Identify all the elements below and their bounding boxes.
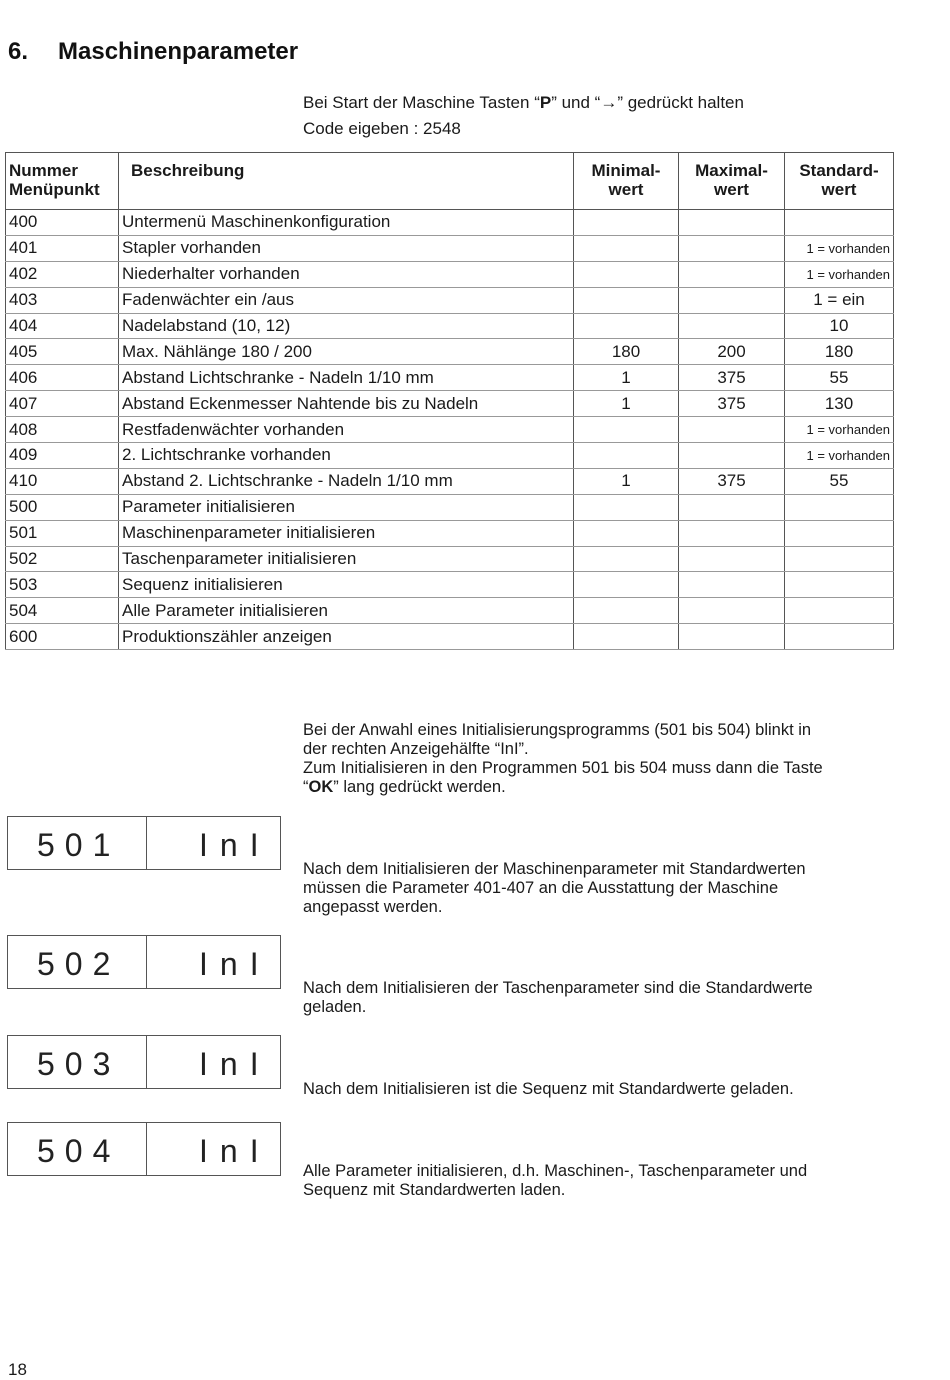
cell-min: [574, 210, 679, 236]
cell-default: 55: [785, 468, 894, 494]
cell-description: Maschinenparameter initialisieren: [119, 520, 574, 546]
cell-min: [574, 235, 679, 261]
display-menu-number: 502: [8, 936, 147, 988]
display-502: [7, 935, 281, 989]
intro-line-1-pre: Bei Start der Maschine Tasten “: [303, 93, 540, 112]
cell-min: 1: [574, 365, 679, 391]
section-heading: [8, 38, 298, 66]
cell-number: 402: [6, 261, 119, 287]
cell-number: 404: [6, 313, 119, 339]
header-max: [679, 153, 785, 210]
init-note: [303, 721, 823, 797]
note-504: [303, 1162, 807, 1200]
note-501: [303, 860, 806, 917]
cell-max: [679, 313, 785, 339]
cell-description: Nadelabstand (10, 12): [119, 313, 574, 339]
intro-line-1: [303, 90, 744, 116]
cell-min: 180: [574, 339, 679, 365]
intro-text: [303, 90, 744, 142]
note-line: Alle Parameter initialisieren, d.h. Maschinen-, Taschenparameter und: [303, 1162, 808, 1180]
table-row: [6, 417, 894, 443]
cell-description: Taschenparameter initialisieren: [119, 546, 574, 572]
table-row: [6, 261, 894, 287]
note-line: Nach dem Initialisieren der Taschenparameter sind die Standardwerte: [303, 979, 813, 997]
cell-number: 408: [6, 417, 119, 443]
note-line: geladen.: [303, 998, 367, 1016]
cell-description: Fadenwächter ein /aus: [119, 287, 574, 313]
cell-max: [679, 417, 785, 443]
intro-line-2: Code eigeben : 2548: [303, 119, 461, 138]
cell-default: 1 = ein: [785, 287, 894, 313]
table-row: [6, 572, 894, 598]
init-note-line4: [303, 778, 823, 797]
cell-max: [679, 520, 785, 546]
cell-number: 502: [6, 546, 119, 572]
cell-number: 401: [6, 235, 119, 261]
cell-number: 504: [6, 598, 119, 624]
cell-max: 375: [679, 468, 785, 494]
display-menu-number: 503: [8, 1036, 147, 1088]
section-title: Maschinenparameter: [58, 38, 299, 65]
cell-min: [574, 494, 679, 520]
cell-default: 1 = vorhanden: [785, 443, 894, 469]
cell-default: [785, 494, 894, 520]
cell-number: 600: [6, 624, 119, 650]
section-number: 6.: [8, 38, 29, 65]
cell-min: [574, 546, 679, 572]
cell-number: 406: [6, 365, 119, 391]
cell-max: [679, 210, 785, 236]
cell-number: 410: [6, 468, 119, 494]
cell-description: Restfadenwächter vorhanden: [119, 417, 574, 443]
cell-default: 1 = vorhanden: [785, 261, 894, 287]
cell-max: [679, 572, 785, 598]
header-number-line2: Menüpunkt: [9, 180, 100, 199]
cell-max: [679, 287, 785, 313]
cell-max: 375: [679, 391, 785, 417]
table-row: [6, 624, 894, 650]
header-default: [785, 153, 894, 210]
cell-default: 130: [785, 391, 894, 417]
table-row: [6, 468, 894, 494]
note-503: [303, 1080, 794, 1099]
display-status: InI: [199, 1133, 271, 1169]
cell-number: 400: [6, 210, 119, 236]
cell-description: Abstand Lichtschranke - Nadeln 1/10 mm: [119, 365, 574, 391]
cell-description: Sequenz initialisieren: [119, 572, 574, 598]
cell-min: 1: [574, 468, 679, 494]
key-p: P: [539, 93, 552, 112]
cell-description: Alle Parameter initialisieren: [119, 598, 574, 624]
cell-min: [574, 520, 679, 546]
table-row: [6, 339, 894, 365]
note-line: müssen die Parameter 401-407 an die Ausstattung der Maschine: [303, 879, 779, 897]
cell-description: Untermenü Maschinenkonfiguration: [119, 210, 574, 236]
init-note-line1: Bei der Anwahl eines Initialisierungsprogramms (501 bis 504) blinkt in: [303, 721, 812, 739]
cell-max: [679, 235, 785, 261]
cell-min: [574, 261, 679, 287]
note-line: angepasst werden.: [303, 898, 443, 916]
init-note-line4-pre: “: [303, 778, 309, 796]
table-row: [6, 235, 894, 261]
cell-max: [679, 598, 785, 624]
cell-default: [785, 546, 894, 572]
cell-description: Abstand Eckenmesser Nahtende bis zu Nadeln: [119, 391, 574, 417]
parameter-table: [5, 152, 894, 650]
display-status: InI: [199, 827, 271, 863]
cell-min: [574, 443, 679, 469]
cell-number: 409: [6, 443, 119, 469]
cell-max: [679, 261, 785, 287]
page-number: 18: [8, 1360, 27, 1379]
cell-default: [785, 520, 894, 546]
cell-number: 500: [6, 494, 119, 520]
table-row: [6, 210, 894, 236]
table-row: [6, 598, 894, 624]
cell-description: Stapler vorhanden: [119, 235, 574, 261]
cell-max: [679, 443, 785, 469]
cell-min: [574, 572, 679, 598]
header-default-line1: Standard-: [799, 161, 879, 180]
init-note-line4-post: ” lang gedrückt werden.: [333, 778, 506, 796]
cell-max: [679, 624, 785, 650]
cell-description: Parameter initialisieren: [119, 494, 574, 520]
header-default-line2: wert: [821, 180, 857, 199]
header-min-line2: wert: [608, 180, 644, 199]
display-menu-number: 504: [8, 1123, 147, 1175]
cell-default: 1 = vorhanden: [785, 235, 894, 261]
cell-description: Niederhalter vorhanden: [119, 261, 574, 287]
note-line: Sequenz mit Standardwerten laden.: [303, 1181, 566, 1199]
intro-line-1-mid: ” und “→” gedrückt halten: [551, 93, 744, 112]
cell-max: [679, 546, 785, 572]
table-row: [6, 391, 894, 417]
note-line: Nach dem Initialisieren ist die Sequenz mit Standardwerte geladen.: [303, 1080, 794, 1098]
cell-number: 501: [6, 520, 119, 546]
display-status: InI: [199, 1046, 271, 1082]
table-row: [6, 287, 894, 313]
cell-description: Abstand 2. Lichtschranke - Nadeln 1/10 mm: [119, 468, 574, 494]
table-row: [6, 443, 894, 469]
cell-min: [574, 624, 679, 650]
note-502: [303, 979, 813, 1017]
cell-min: [574, 313, 679, 339]
key-ok: OK: [308, 778, 334, 796]
display-menu-number: 501: [8, 817, 147, 869]
cell-default: 10: [785, 313, 894, 339]
cell-max: [679, 494, 785, 520]
cell-default: 180: [785, 339, 894, 365]
cell-default: [785, 572, 894, 598]
display-status: InI: [199, 946, 271, 982]
cell-min: [574, 598, 679, 624]
cell-number: 405: [6, 339, 119, 365]
table-row: [6, 520, 894, 546]
cell-description: Produktionszähler anzeigen: [119, 624, 574, 650]
table-row: [6, 313, 894, 339]
header-max-line2: wert: [714, 180, 749, 199]
cell-min: [574, 287, 679, 313]
cell-max: 375: [679, 365, 785, 391]
header-description: Beschreibung: [119, 153, 574, 210]
cell-description: 2. Lichtschranke vorhanden: [119, 443, 574, 469]
header-number-line1: Nummer: [9, 161, 78, 180]
note-line: Nach dem Initialisieren der Maschinenparameter mit Standardwerten: [303, 860, 806, 878]
cell-default: [785, 598, 894, 624]
header-min-line1: Minimal-: [591, 161, 661, 180]
cell-default: [785, 624, 894, 650]
header-max-line1: Maximal-: [695, 161, 768, 180]
table-row: [6, 546, 894, 572]
cell-number: 407: [6, 391, 119, 417]
header-min: [574, 153, 679, 210]
table-row: [6, 365, 894, 391]
cell-min: [574, 417, 679, 443]
cell-default: 1 = vorhanden: [785, 417, 894, 443]
cell-default: 55: [785, 365, 894, 391]
header-number: [6, 153, 119, 210]
init-note-line2: der rechten Anzeigehälfte “InI”.: [303, 740, 529, 758]
cell-number: 403: [6, 287, 119, 313]
cell-max: 200: [679, 339, 785, 365]
table-row: [6, 494, 894, 520]
cell-number: 503: [6, 572, 119, 598]
table-body: [6, 210, 894, 650]
table-header-row: [6, 153, 894, 210]
cell-description: Max. Nählänge 180 / 200: [119, 339, 574, 365]
display-503: [7, 1035, 281, 1089]
init-note-line3: Zum Initialisieren in den Programmen 501 bis 504 muss dann die Taste: [303, 759, 823, 777]
cell-default: [785, 210, 894, 236]
display-504: [7, 1122, 281, 1176]
display-501: [7, 816, 281, 870]
cell-min: 1: [574, 391, 679, 417]
